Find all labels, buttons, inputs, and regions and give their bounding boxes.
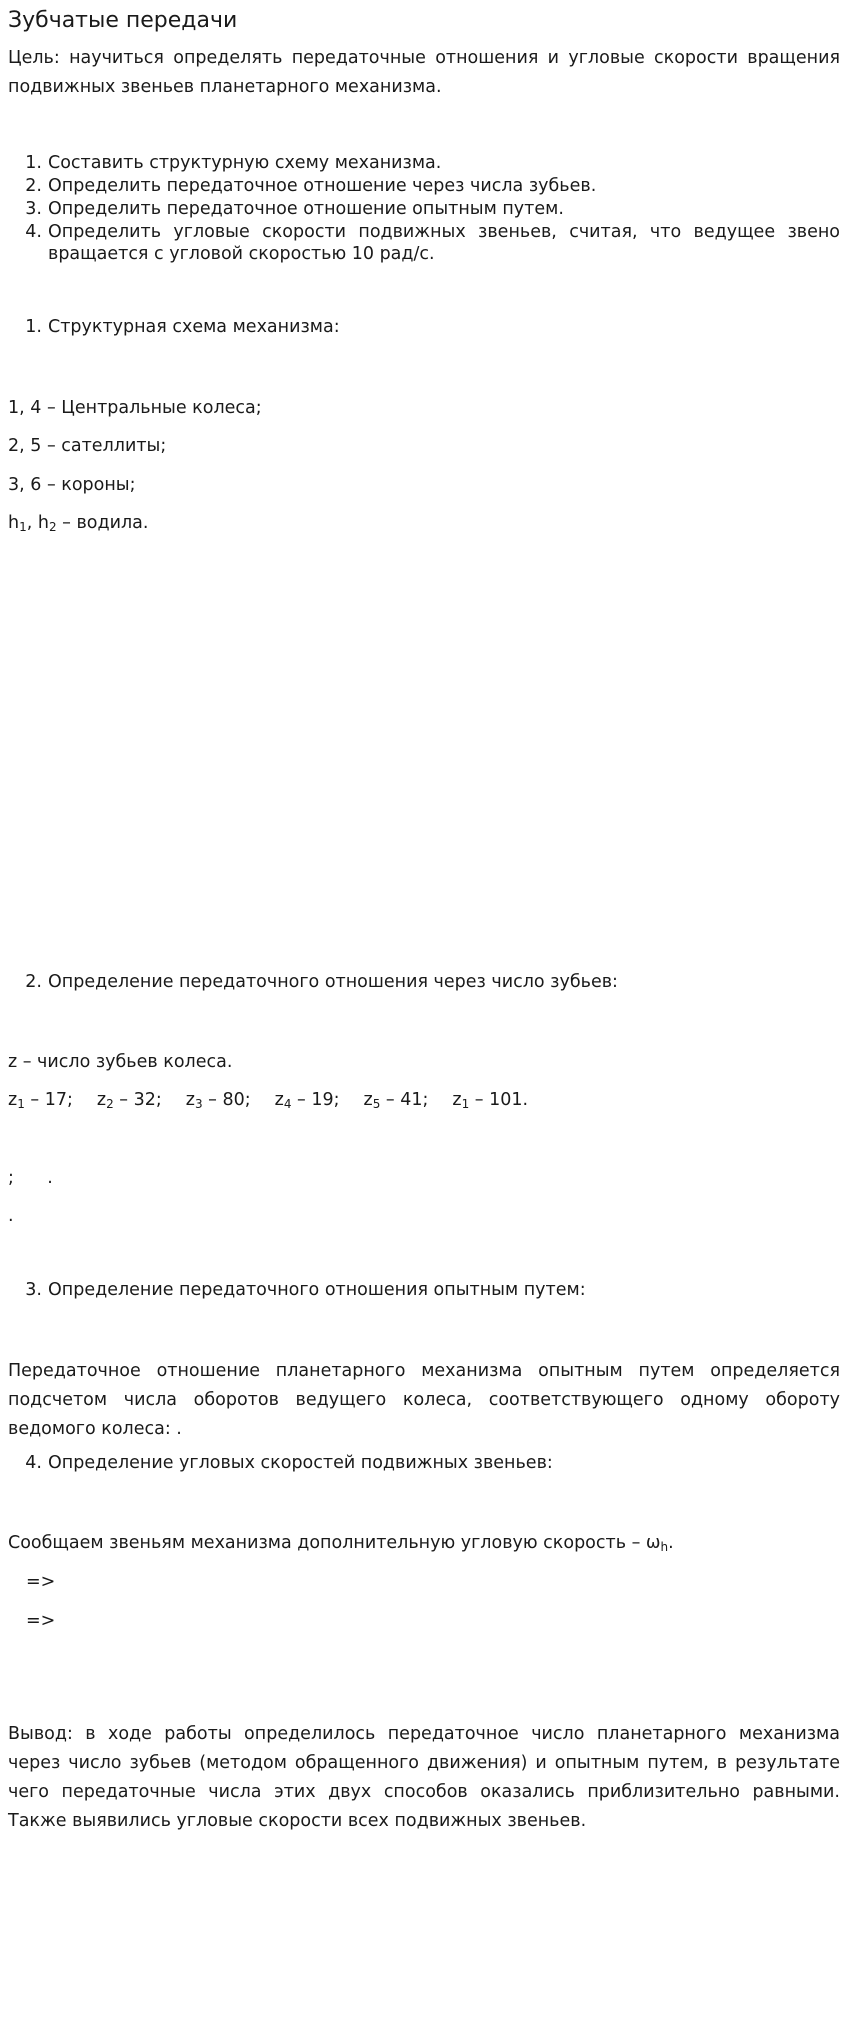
- page-title: Зубчатые передачи: [8, 8, 238, 33]
- list-item: 3. Определить передаточное отношение опытным путем.: [25, 199, 564, 219]
- formula-line: .: [8, 1206, 14, 1226]
- teeth-count: $z_3 - 80$;: [185, 1090, 251, 1111]
- experiment-paragraph: Передаточное отношение планетарного механизма опытным путем определяется подсчетом числа оборотов ведущего колеса, соответствующего одному обороту ведомого колеса: .: [8, 1361, 840, 1439]
- goal-paragraph: Цель: научиться определять передаточные отношения и угловые скорости вращения подвижных звеньев планетарного механизма.: [8, 48, 840, 97]
- section-heading-teeth: 2. Определение передаточного отношения через число зубьев:: [25, 972, 618, 992]
- formula-line: ; .: [8, 1168, 53, 1188]
- teeth-count: $z_1 - 17$;: [8, 1090, 73, 1111]
- list-item: 2. Определить передаточное отношение через числа зубьев.: [25, 176, 597, 196]
- legend-satellites: 2, 5 – сателлиты;: [8, 436, 167, 456]
- list-item: 1. Составить структурную схему механизма.: [25, 153, 442, 173]
- list-item: 4. Определить угловые скорости подвижных звеньев, считая, что ведущее звено вращается с угловой скоростью 10 рад/с.: [25, 222, 840, 264]
- section-heading-scheme: 1. Структурная схема механизма:: [25, 317, 340, 337]
- section-heading-velocities: 4. Определение угловых скоростей подвижных звеньев:: [25, 1453, 553, 1473]
- legend-central-wheels: 1, 4 – Центральные колеса;: [8, 398, 262, 418]
- teeth-count: $z_2 - 32$;: [96, 1090, 162, 1111]
- implication-arrow: =>: [26, 1611, 56, 1631]
- teeth-count: $z_4 - 19$;: [274, 1090, 340, 1111]
- section-heading-experiment: 3. Определение передаточного отношения опытным путем:: [25, 1280, 586, 1300]
- teeth-counts: [8, 1088, 528, 1116]
- legend-crowns: 3, 6 – короны;: [8, 475, 136, 495]
- z-definition: z – число зубьев колеса.: [8, 1052, 233, 1072]
- legend-carriers: $h_1$, $h_2$ – водила.: [8, 513, 149, 534]
- omega-text: Сообщаем звеньям механизма дополнительную угловую скорость – $\omega_h$.: [8, 1533, 674, 1554]
- conclusion-paragraph: Вывод: в ходе работы определилось передаточное число планетарного механизма через число зубьев (методом обращенного движения) и опытным путем, в результате чего передаточные числа этих двух способов оказались приблизительно равными. Также выявились угловые скорости всех подвижных звеньев.: [8, 1724, 840, 1831]
- teeth-count: $z_5 - 41$;: [363, 1090, 429, 1111]
- implication-arrow: =>: [26, 1572, 56, 1592]
- teeth-count: $z_1 - 101$.: [452, 1090, 529, 1111]
- scheme-figure-area: [8, 545, 840, 945]
